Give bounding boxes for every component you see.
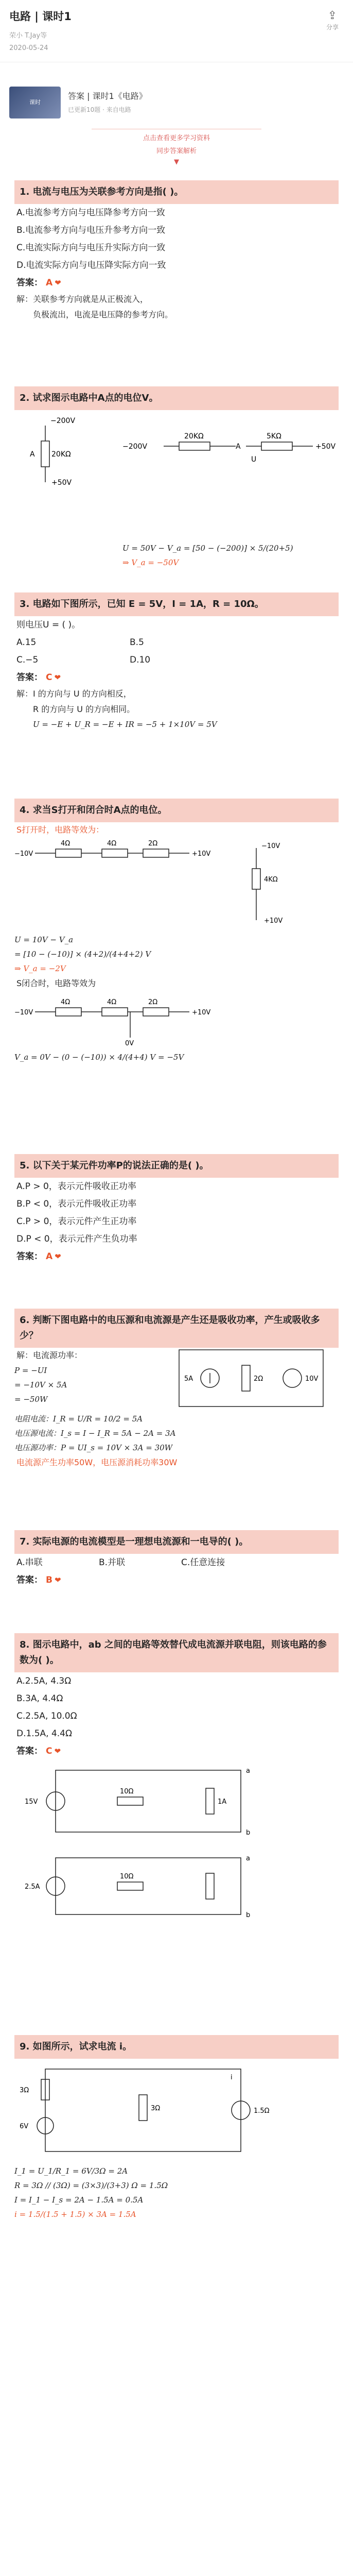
question-8-title: 8. 图示电路中，ab 之间的电路等效替代成电流源并联电阻，则该电路的参数为( )。	[14, 1633, 339, 1672]
option-b-text: B.5	[130, 637, 144, 648]
course-subtitle: 已更新10题 · 来自电路	[68, 106, 131, 113]
svg-text:+10V: +10V	[192, 1009, 211, 1016]
intro-line-2: 同步答案解析	[156, 147, 197, 155]
heart-icon: ❤	[55, 278, 61, 287]
article-header	[0, 0, 353, 62]
option-a: A.2.5A, 4.3Ω	[16, 1676, 72, 1686]
answer	[14, 274, 339, 292]
option-a: A.电流参考方向与电压降参考方向一致	[16, 208, 165, 218]
svg-text:5KΩ: 5KΩ	[267, 432, 281, 440]
option-b: B.并联	[99, 1557, 126, 1568]
svg-text:4KΩ: 4KΩ	[264, 876, 278, 884]
svg-text:−200V: −200V	[50, 417, 76, 425]
svg-text:4Ω: 4Ω	[61, 840, 70, 848]
question-2-title: 2. 试求图示电路中A点的电位V。	[14, 386, 339, 410]
svg-text:4Ω: 4Ω	[107, 998, 117, 1006]
svg-text:10Ω: 10Ω	[120, 1873, 134, 1880]
explanation-1: S打开时，电路等效为：	[16, 825, 104, 835]
explanation-2: 负极流出，电流是电压降的参考方向。	[33, 310, 173, 319]
question-1-title: 1. 电流与电压为关联参考方向是指( )。	[14, 180, 339, 204]
answer	[14, 669, 339, 686]
svg-text:2Ω: 2Ω	[148, 998, 158, 1006]
option-a: A.P > 0，表示元件吸收正功率	[16, 1181, 136, 1192]
option-b: B.P < 0，表示元件吸收正功率	[16, 1199, 137, 1209]
formula-3: ⇒ V_a = −2V	[14, 964, 66, 973]
question-4-title: 4. 求当S打开和闭合时A点的电位。	[14, 799, 339, 822]
svg-text:a: a	[246, 1855, 250, 1862]
question-5-title: 5. 以下关于某元件功率P的说法正确的是( )。	[14, 1154, 339, 1178]
formula-2: R = 3Ω // (3Ω) = (3×3)/(3+3) Ω = 1.5Ω	[14, 2181, 168, 2190]
heart-icon: ❤	[54, 1747, 61, 1756]
answer	[14, 1742, 339, 1760]
formula-1: I_1 = U_1/R_1 = 6V/3Ω = 2A	[14, 2166, 128, 2176]
intro-banner[interactable]	[92, 129, 261, 166]
question-2	[14, 386, 339, 570]
formula-6: 电压源功率：P = UI_s = 10V × 3A = 30W	[14, 1443, 173, 1452]
svg-text:10Ω: 10Ω	[120, 1788, 134, 1795]
question-6	[14, 1309, 339, 1470]
share-icon: ⇪	[327, 9, 338, 22]
share-label: 分享	[326, 24, 339, 31]
svg-text:1A: 1A	[218, 1798, 227, 1806]
course-thumbnail: 课时	[9, 87, 61, 118]
option-b: B.电流参考方向与电压升参考方向一致	[16, 225, 166, 235]
answer-label: 答案：	[16, 1746, 43, 1756]
options-row	[14, 1554, 339, 1571]
svg-text:A: A	[30, 450, 35, 459]
answer-label: 答案：	[16, 1251, 43, 1262]
svg-text:−10V: −10V	[14, 850, 33, 858]
svg-text:15V: 15V	[25, 1798, 38, 1806]
answer-value: A	[46, 1251, 53, 1262]
answer-value: B	[46, 1575, 52, 1585]
explanation-1: 解：I 的方向与 U 的方向相反，	[16, 689, 132, 699]
option-c: C.2.5A, 10.0Ω	[16, 1711, 77, 1721]
formula-4: 电阻电流：I_R = U/R = 10/2 = 5A	[14, 1414, 143, 1423]
course-title[interactable]: 答案 | 课时1《电路》	[68, 91, 147, 101]
option-a-text: A.15	[16, 637, 37, 648]
svg-text:+10V: +10V	[264, 917, 283, 925]
svg-text:−10V: −10V	[14, 1009, 33, 1016]
svg-text:1.5Ω: 1.5Ω	[254, 2107, 270, 2115]
question-7	[14, 1530, 339, 1589]
question-6-circuit	[169, 1345, 353, 1417]
question-9-circuit	[14, 2059, 339, 2162]
question-4-circuit-closed	[14, 991, 339, 1048]
svg-text:2Ω: 2Ω	[148, 840, 158, 848]
answer	[14, 1248, 339, 1265]
explanation-1: 解：关联参考方向就是从正极流入，	[16, 294, 149, 304]
option-b: B.3A, 4.4Ω	[16, 1693, 63, 1704]
option-d: D.P < 0，表示元件产生负功率	[16, 1234, 137, 1244]
svg-text:20KΩ: 20KΩ	[184, 432, 204, 440]
svg-text:5A: 5A	[184, 1375, 193, 1383]
question-8-circuit	[14, 1760, 339, 1930]
formula-4: V_a = 0V − (0 − (−10)) × 4/(4+4) V = −5V	[14, 1053, 184, 1062]
svg-text:4Ω: 4Ω	[107, 840, 117, 848]
explanation-1: 解：电流源功率：	[16, 1350, 83, 1360]
question-3	[14, 592, 339, 732]
intro-arrow-icon: ▼	[174, 158, 179, 166]
article-title: 电路 | 课时1	[9, 10, 72, 23]
question-3-subtitle: 则电压U = ( )。	[16, 620, 81, 630]
svg-text:U: U	[251, 455, 257, 464]
formula-5: 电压源电流：I_s = I − I_R = 5A − 2A = 3A	[14, 1429, 176, 1438]
svg-text:+50V: +50V	[315, 443, 336, 451]
svg-text:+10V: +10V	[192, 850, 211, 858]
option-d: D.电流实际方向与电压降实际方向一致	[16, 260, 166, 270]
svg-text:a: a	[246, 1767, 250, 1775]
explanation-2: S闭合时，电路等效为	[16, 978, 96, 988]
svg-text:10V: 10V	[305, 1375, 319, 1383]
formula-1: U = 50V − V_a = [50 − (−200)] × 5/(20+5)	[122, 544, 293, 553]
svg-text:6V: 6V	[20, 2123, 29, 2130]
option-c: C.任意连接	[181, 1557, 225, 1568]
svg-text:−10V: −10V	[261, 842, 280, 850]
question-6-title: 6. 判断下图电路中的电压源和电流源是产生还是吸收功率，产生或吸收多少？	[14, 1309, 339, 1348]
question-8	[14, 1633, 339, 1932]
formula-2: = −10V × 5A	[14, 1380, 67, 1389]
question-3-title: 3. 电路如下图所示，已知 E = 5V，I = 1A，R = 10Ω。	[14, 592, 339, 616]
answer-label: 答案：	[16, 1575, 43, 1585]
question-9	[14, 2035, 339, 2222]
option-c: C.P > 0，表示元件产生正功率	[16, 1216, 137, 1227]
question-1	[14, 180, 339, 323]
answer-value: C	[46, 1746, 52, 1756]
formula-2: = [10 − (−10)] × (4+2)/(4+4+2) V	[14, 950, 151, 959]
svg-text:A: A	[236, 443, 241, 451]
svg-text:20KΩ: 20KΩ	[51, 450, 71, 459]
question-5	[14, 1154, 339, 1265]
answer	[14, 1571, 339, 1589]
article-meta	[9, 30, 48, 55]
article-body	[14, 129, 339, 2576]
svg-text:0V: 0V	[125, 1040, 134, 1047]
answer-value: A	[46, 278, 53, 288]
heart-icon: ❤	[54, 673, 61, 682]
author[interactable]: 荣小 T.Jay等	[9, 32, 47, 40]
answer-label: 答案：	[16, 672, 43, 683]
formula-3: = −50W	[14, 1395, 48, 1404]
svg-text:4Ω: 4Ω	[61, 998, 70, 1006]
share-button[interactable]	[321, 9, 344, 31]
svg-text:b: b	[246, 1829, 251, 1837]
formula-4: i = 1.5/(1.5 + 1.5) × 3A = 1.5A	[14, 2210, 136, 2219]
formula-1: U = 10V − V_a	[14, 935, 74, 944]
question-7-title: 7. 实际电源的电流模型是一理想电流源和一电导的( )。	[14, 1530, 339, 1554]
heart-icon: ❤	[54, 1575, 61, 1585]
course-card[interactable]	[9, 87, 344, 118]
option-c: C.电流实际方向与电压升实际方向一致	[16, 243, 166, 253]
option-c-text: C.−5	[16, 655, 39, 665]
option-a: A.串联	[16, 1557, 43, 1568]
option-d-text: D.10	[130, 655, 151, 665]
formula-1: P = −UI	[14, 1366, 47, 1375]
heart-icon: ❤	[55, 1252, 61, 1261]
conclusion: 电流源产生功率50W，电压源消耗功率30W	[16, 1458, 178, 1467]
svg-text:−200V: −200V	[122, 443, 148, 451]
explanation-2: R 的方向与 U 的方向相同。	[33, 704, 135, 714]
svg-text:3Ω: 3Ω	[151, 2105, 161, 2112]
answer-label: 答案：	[16, 278, 43, 288]
question-4	[14, 799, 339, 1064]
svg-text:3Ω: 3Ω	[20, 2087, 29, 2094]
formula-3: I = I_1 − I_s = 2A − 1.5A = 0.5A	[14, 2195, 144, 2205]
question-2-circuit	[14, 410, 339, 539]
svg-text:+50V: +50V	[51, 479, 72, 487]
svg-text:i: i	[231, 2074, 233, 2081]
option-d: D.1.5A, 4.4Ω	[16, 1728, 72, 1739]
option-c	[14, 651, 339, 669]
option-a	[14, 634, 339, 651]
answer-value: C	[46, 672, 52, 683]
question-4-circuit-open	[14, 838, 339, 930]
svg-text:b: b	[246, 1911, 251, 1919]
question-9-title: 9. 如图所示，试求电流 i。	[14, 2035, 339, 2059]
svg-text:2.5A: 2.5A	[25, 1883, 40, 1891]
publish-date: 2020-05-24	[9, 44, 48, 52]
formula-2: ⇒ V_a = −50V	[122, 558, 179, 567]
explanation-3: U = −E + U_R = −E + IR = −5 + 1×10V = 5V	[33, 720, 217, 729]
svg-text:2Ω: 2Ω	[254, 1375, 263, 1383]
intro-line-1: 点击查看更多学习资料	[92, 129, 261, 142]
